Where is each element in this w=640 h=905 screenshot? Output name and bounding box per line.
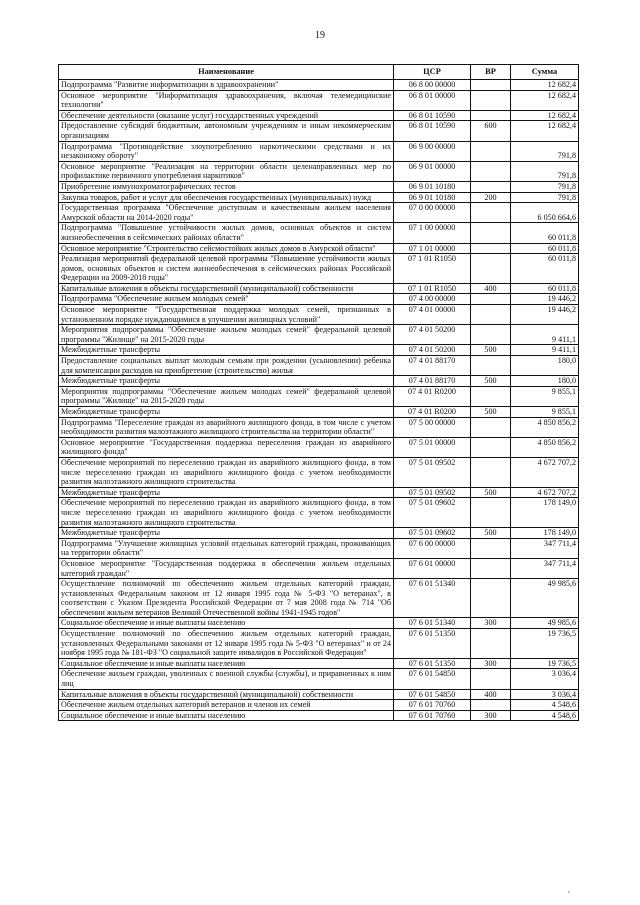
row-name-cell: Реализация мероприятий федеральной целевой программы "Повышение устойчивости жилых домов, основных объектов и систем жизнеобеспечения в сейсмических районах Российской Федерации на 2009-2018 годы" bbox=[59, 254, 394, 284]
row-name-cell: Осуществление полномочий по обеспечению жильем отдельных категорий граждан, установленных Федеральным законом от 12 января 1995 года № 5-ФЗ "О ветеранах", в соответствии с Указом Президента Российской Федерации от 7 мая 2008 года № 714 "Об обеспечении жильем ветеранов Великой Отечественной войны 1941-1945 годов" bbox=[59, 579, 394, 618]
row-csr-cell: 06 8 00 00000 bbox=[394, 80, 471, 91]
row-name-cell: Обеспечение жильем граждан, уволенных с военной службы (службы), и приравненных к ним лиц bbox=[59, 669, 394, 689]
row-csr-cell: 07 4 01 88170 bbox=[394, 356, 471, 376]
table-row bbox=[59, 325, 579, 345]
row-name-cell: Основное мероприятие "Государственная поддержка в обеспечении жильем отдельных категорий граждан" bbox=[59, 558, 394, 578]
row-csr-cell: 07 1 01 R1050 bbox=[394, 283, 471, 294]
table-body bbox=[59, 80, 579, 721]
row-name-cell: Предоставление социальных выплат молодым семьям при рождении (усыновлении) ребенка для компенсации расходов на приобретение (строительство) жилья bbox=[59, 356, 394, 376]
row-sum-cell: 12 682,4 bbox=[511, 121, 579, 141]
row-vr-cell: 300 bbox=[471, 710, 511, 721]
row-sum-cell: 347 711,4 bbox=[511, 558, 579, 578]
row-vr-cell bbox=[471, 538, 511, 558]
row-vr-cell: 300 bbox=[471, 658, 511, 669]
row-csr-cell: 07 6 01 70760 bbox=[394, 700, 471, 711]
row-name-cell: Основное мероприятие "Строительство сейсмостойких жилых домов в Амурской области" bbox=[59, 243, 394, 254]
row-vr-cell: 500 bbox=[471, 345, 511, 356]
table-row bbox=[59, 90, 579, 110]
header-sum: Сумма bbox=[511, 65, 579, 80]
row-vr-cell bbox=[471, 386, 511, 406]
row-vr-cell bbox=[471, 437, 511, 457]
row-sum-cell: 4 672 707,2 bbox=[511, 457, 579, 487]
row-sum-cell: 19 446,2 bbox=[511, 294, 579, 305]
row-sum-cell: 9 411,1 bbox=[511, 345, 579, 356]
table-row bbox=[59, 437, 579, 457]
row-csr-cell: 06 8 01 10590 bbox=[394, 121, 471, 141]
row-name-cell: Подпрограмма "Обеспечение жильем молодых семей" bbox=[59, 294, 394, 305]
row-sum-cell: 791,8 bbox=[511, 181, 579, 192]
row-sum-cell: 9 855,1 bbox=[511, 386, 579, 406]
row-name-cell: Межбюджетные трансферты bbox=[59, 487, 394, 498]
row-name-cell: Обеспечение мероприятий по переселению граждан из аварийного жилищного фонда, в том числе переселению граждан из аварийного жилищного фонда с учетом необходимости развития малоэтажного жилищного строительства bbox=[59, 457, 394, 487]
row-csr-cell: 07 4 00 00000 bbox=[394, 294, 471, 305]
table-row bbox=[59, 161, 579, 181]
row-csr-cell: 07 6 01 51340 bbox=[394, 579, 471, 618]
row-name-cell: Государственная программа "Обеспечение доступным и качественным жильем населения Амурской области на 2014-2020 годы" bbox=[59, 203, 394, 223]
table-row bbox=[59, 283, 579, 294]
row-csr-cell: 07 1 00 00000 bbox=[394, 223, 471, 243]
row-vr-cell bbox=[471, 700, 511, 711]
row-sum-cell: 791,8 bbox=[511, 192, 579, 203]
row-name-cell: Подпрограмма "Развитие информатизации в здравоохранении" bbox=[59, 80, 394, 91]
row-sum-cell: 180,0 bbox=[511, 356, 579, 376]
table-row bbox=[59, 121, 579, 141]
row-vr-cell: 500 bbox=[471, 528, 511, 539]
row-name-cell: Подпрограмма "Улучшение жилищных условий отдельных категорий граждан, проживающих на территории области" bbox=[59, 538, 394, 558]
row-vr-cell bbox=[471, 80, 511, 91]
row-sum-cell: 4 850 856,2 bbox=[511, 417, 579, 437]
table-row bbox=[59, 710, 579, 721]
row-sum-cell: 9 855,1 bbox=[511, 407, 579, 418]
row-csr-cell: 07 5 01 00000 bbox=[394, 437, 471, 457]
table-row bbox=[59, 192, 579, 203]
table-row bbox=[59, 669, 579, 689]
table-row bbox=[59, 579, 579, 618]
row-sum-cell: 178 149,0 bbox=[511, 528, 579, 539]
row-name-cell: Обеспечение жильем отдельных категорий ветеранов и членов их семей bbox=[59, 700, 394, 711]
table-row bbox=[59, 386, 579, 406]
row-vr-cell bbox=[471, 223, 511, 243]
table-row bbox=[59, 629, 579, 659]
header-vr: ВР bbox=[471, 65, 511, 80]
row-sum-cell: 49 985,6 bbox=[511, 579, 579, 618]
row-vr-cell bbox=[471, 498, 511, 528]
table-row bbox=[59, 487, 579, 498]
table-row bbox=[59, 254, 579, 284]
row-csr-cell: 06 9 01 10180 bbox=[394, 192, 471, 203]
row-name-cell: Приобретение иммунохроматографических тестов bbox=[59, 181, 394, 192]
row-name-cell: Межбюджетные трансферты bbox=[59, 407, 394, 418]
table-row bbox=[59, 538, 579, 558]
row-name-cell: Капитальные вложения в объекты государственной (муниципальной) собственности bbox=[59, 283, 394, 294]
row-sum-cell: 4 548,6 bbox=[511, 700, 579, 711]
row-sum-cell: 60 011,8 bbox=[511, 243, 579, 254]
budget-table bbox=[58, 64, 579, 721]
row-sum-cell: 12 682,4 bbox=[511, 90, 579, 110]
table-row bbox=[59, 417, 579, 437]
row-name-cell: Обеспечение мероприятий по переселению граждан из аварийного жилищного фонда, в том числе переселению граждан из аварийного жилищного фонда с учетом необходимости развития малоэтажного жилищного строительства bbox=[59, 498, 394, 528]
row-csr-cell: 07 6 01 51350 bbox=[394, 629, 471, 659]
row-sum-cell: 19 736,5 bbox=[511, 658, 579, 669]
row-name-cell: Подпрограмма "Противодействие злоупотреблению наркотическими средствами и их незаконному обороту" bbox=[59, 141, 394, 161]
row-csr-cell: 06 9 00 00000 bbox=[394, 141, 471, 161]
row-vr-cell bbox=[471, 417, 511, 437]
table-row bbox=[59, 345, 579, 356]
row-name-cell: Социальное обеспечение и иные выплаты населению bbox=[59, 710, 394, 721]
row-sum-cell: 60 011,8 bbox=[511, 283, 579, 294]
row-sum-cell: 180,0 bbox=[511, 376, 579, 387]
table-row bbox=[59, 243, 579, 254]
table-row bbox=[59, 689, 579, 700]
row-csr-cell: 07 0 00 00000 bbox=[394, 203, 471, 223]
row-sum-cell: 4 548,6 bbox=[511, 710, 579, 721]
row-name-cell: Предоставление субсидий бюджетным, автономным учреждениям и иным некоммерческим организациям bbox=[59, 121, 394, 141]
table-row bbox=[59, 80, 579, 91]
row-vr-cell: 300 bbox=[471, 618, 511, 629]
table-row bbox=[59, 457, 579, 487]
row-vr-cell bbox=[471, 243, 511, 254]
row-csr-cell: 07 6 00 00000 bbox=[394, 538, 471, 558]
row-sum-cell: 3 036,4 bbox=[511, 669, 579, 689]
row-sum-cell: 4 672 707,2 bbox=[511, 487, 579, 498]
row-csr-cell: 07 6 01 51350 bbox=[394, 658, 471, 669]
row-vr-cell: 500 bbox=[471, 487, 511, 498]
table-row bbox=[59, 181, 579, 192]
row-name-cell: Осуществление полномочий по обеспечению жильем отдельных категорий граждан, установленных Федеральными законами от 12 января 1995 года № 5-ФЗ "О ветеранах" и от 24 ноября 1995 года № 181-ФЗ "О социальной защите инвалидов в Российской Федерации" bbox=[59, 629, 394, 659]
table-row bbox=[59, 203, 579, 223]
row-csr-cell: 07 5 01 09602 bbox=[394, 498, 471, 528]
row-sum-cell: 12 682,4 bbox=[511, 80, 579, 91]
table-row bbox=[59, 700, 579, 711]
row-name-cell: Межбюджетные трансферты bbox=[59, 528, 394, 539]
row-vr-cell bbox=[471, 579, 511, 618]
row-csr-cell: 07 6 01 54850 bbox=[394, 689, 471, 700]
row-csr-cell: 07 4 01 50200 bbox=[394, 325, 471, 345]
table-row bbox=[59, 294, 579, 305]
row-vr-cell bbox=[471, 110, 511, 121]
table-row bbox=[59, 618, 579, 629]
table-row bbox=[59, 305, 579, 325]
row-csr-cell: 07 4 01 50200 bbox=[394, 345, 471, 356]
row-sum-cell: 6 050 664,6 bbox=[511, 203, 579, 223]
row-csr-cell: 07 5 01 09502 bbox=[394, 487, 471, 498]
row-csr-cell: 07 6 01 51340 bbox=[394, 618, 471, 629]
table-row bbox=[59, 223, 579, 243]
table-row bbox=[59, 407, 579, 418]
table-row bbox=[59, 558, 579, 578]
row-sum-cell: 4 850 856,2 bbox=[511, 437, 579, 457]
row-name-cell: Основное мероприятие "Государственная поддержка переселения граждан из аварийного жилищного фонда" bbox=[59, 437, 394, 457]
row-name-cell: Мероприятия подпрограммы "Обеспечение жильем молодых семей" федеральной целевой программы "Жилище" на 2015-2020 годы bbox=[59, 386, 394, 406]
page-number: 19 bbox=[315, 30, 325, 41]
row-csr-cell: 07 5 00 00000 bbox=[394, 417, 471, 437]
row-csr-cell: 07 4 01 00000 bbox=[394, 305, 471, 325]
row-vr-cell bbox=[471, 203, 511, 223]
row-sum-cell: 60 011,8 bbox=[511, 223, 579, 243]
row-csr-cell: 06 9 01 00000 bbox=[394, 161, 471, 181]
row-sum-cell: 3 036,4 bbox=[511, 689, 579, 700]
row-name-cell: Межбюджетные трансферты bbox=[59, 345, 394, 356]
row-name-cell: Основное мероприятие "Реализация на территории области целенаправленных мер по профилактике первичного употребления наркотиков" bbox=[59, 161, 394, 181]
row-csr-cell: 06 8 01 00000 bbox=[394, 90, 471, 110]
row-vr-cell: 500 bbox=[471, 376, 511, 387]
row-csr-cell: 06 9 01 10180 bbox=[394, 181, 471, 192]
row-csr-cell: 07 4 01 88170 bbox=[394, 376, 471, 387]
row-sum-cell: 19 446,2 bbox=[511, 305, 579, 325]
row-vr-cell: 200 bbox=[471, 192, 511, 203]
row-sum-cell: 19 736,5 bbox=[511, 629, 579, 659]
row-csr-cell: 07 6 01 54850 bbox=[394, 669, 471, 689]
row-vr-cell: 400 bbox=[471, 689, 511, 700]
table-row bbox=[59, 356, 579, 376]
table-header-row bbox=[59, 65, 579, 80]
row-csr-cell: 07 5 01 09602 bbox=[394, 528, 471, 539]
row-csr-cell: 07 1 01 R1050 bbox=[394, 254, 471, 284]
row-vr-cell bbox=[471, 629, 511, 659]
row-vr-cell bbox=[471, 669, 511, 689]
row-name-cell: Обеспечение деятельности (оказание услуг) государственных учреждений bbox=[59, 110, 394, 121]
row-sum-cell: 9 411,1 bbox=[511, 325, 579, 345]
row-name-cell: Подпрограмма "Повышение устойчивости жилых домов, основных объектов и систем жизнеобеспечения в сейсмических районах области" bbox=[59, 223, 394, 243]
header-csr: ЦСР bbox=[394, 65, 471, 80]
row-vr-cell bbox=[471, 181, 511, 192]
row-csr-cell: 07 4 01 R0200 bbox=[394, 386, 471, 406]
row-vr-cell bbox=[471, 558, 511, 578]
table-row bbox=[59, 376, 579, 387]
row-name-cell: Закупка товаров, работ и услуг для обеспечения государственных (муниципальных) нужд bbox=[59, 192, 394, 203]
row-vr-cell bbox=[471, 294, 511, 305]
row-csr-cell: 06 8 01 10590 bbox=[394, 110, 471, 121]
row-name-cell: Социальное обеспечение и иные выплаты населению bbox=[59, 618, 394, 629]
row-vr-cell bbox=[471, 254, 511, 284]
row-vr-cell: 400 bbox=[471, 283, 511, 294]
row-sum-cell: 49 985,6 bbox=[511, 618, 579, 629]
row-vr-cell bbox=[471, 457, 511, 487]
row-vr-cell bbox=[471, 305, 511, 325]
row-vr-cell bbox=[471, 356, 511, 376]
row-vr-cell bbox=[471, 325, 511, 345]
row-name-cell: Социальное обеспечение и иные выплаты населению bbox=[59, 658, 394, 669]
row-vr-cell: 600 bbox=[471, 121, 511, 141]
row-csr-cell: 07 1 01 00000 bbox=[394, 243, 471, 254]
row-sum-cell: 791,8 bbox=[511, 161, 579, 181]
row-vr-cell bbox=[471, 161, 511, 181]
row-name-cell: Основное мероприятие "Информатизация здравоохранения, включая телемедицинские технологии" bbox=[59, 90, 394, 110]
table-row bbox=[59, 528, 579, 539]
row-vr-cell bbox=[471, 141, 511, 161]
table-row bbox=[59, 498, 579, 528]
row-name-cell: Мероприятия подпрограммы "Обеспечение жильем молодых семей" федеральной целевой программы "Жилище" на 2015-2020 годы bbox=[59, 325, 394, 345]
row-sum-cell: 791,8 bbox=[511, 141, 579, 161]
row-sum-cell: 347 711,4 bbox=[511, 538, 579, 558]
row-name-cell: Межбюджетные трансферты bbox=[59, 376, 394, 387]
row-csr-cell: 07 5 01 09502 bbox=[394, 457, 471, 487]
row-sum-cell: 178 149,0 bbox=[511, 498, 579, 528]
header-name: Наименование bbox=[59, 65, 394, 80]
row-name-cell: Подпрограмма "Переселение граждан из аварийного жилищного фонда, в том числе с учетом необходимости развития малоэтажного жилищного строительства на территории области" bbox=[59, 417, 394, 437]
table-row bbox=[59, 141, 579, 161]
row-sum-cell: 12 682,4 bbox=[511, 110, 579, 121]
budget-table-container bbox=[58, 64, 578, 721]
row-vr-cell: 500 bbox=[471, 407, 511, 418]
row-csr-cell: 07 6 01 00000 bbox=[394, 558, 471, 578]
row-csr-cell: 07 4 01 R0200 bbox=[394, 407, 471, 418]
row-vr-cell bbox=[471, 90, 511, 110]
table-row bbox=[59, 658, 579, 669]
table-row bbox=[59, 110, 579, 121]
row-csr-cell: 07 6 01 70760 bbox=[394, 710, 471, 721]
row-sum-cell: 60 011,8 bbox=[511, 254, 579, 284]
footer-mark: , bbox=[568, 886, 570, 894]
row-name-cell: Основное мероприятие "Государственная поддержка молодых семей, признанных в установленном порядке нуждающимися в улучшении жилищных условий" bbox=[59, 305, 394, 325]
row-name-cell: Капитальные вложения в объекты государственной (муниципальной) собственности bbox=[59, 689, 394, 700]
